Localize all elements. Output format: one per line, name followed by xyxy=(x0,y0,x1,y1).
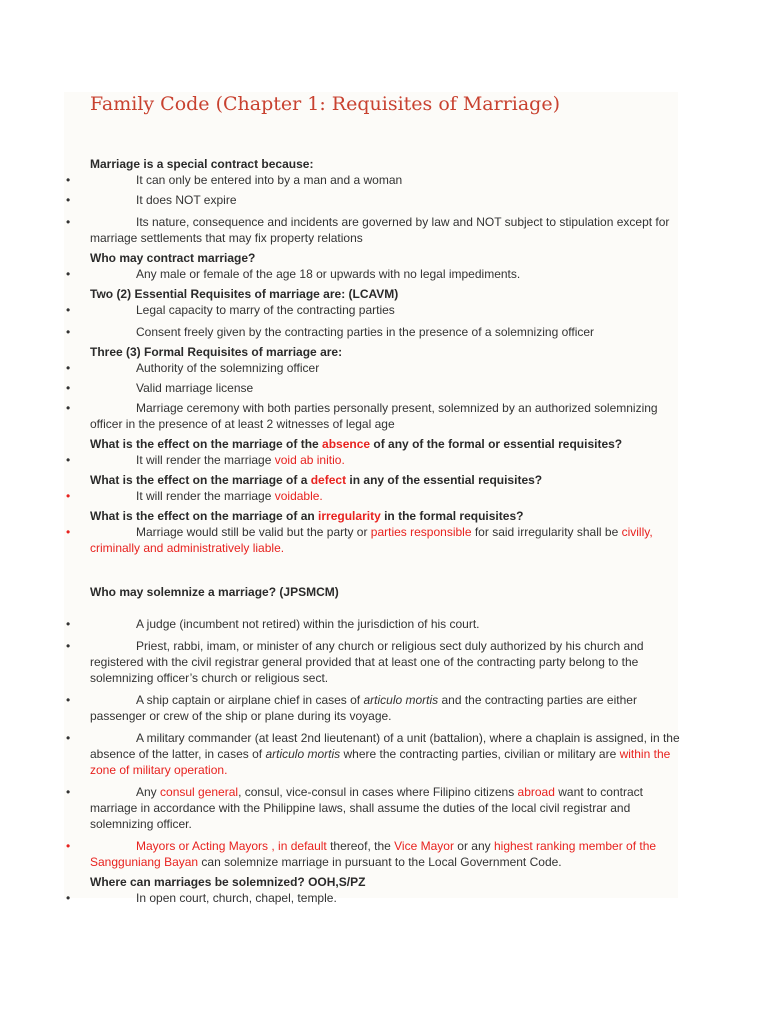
list-item: • Legal capacity to marry of the contracting parties xyxy=(66,303,395,317)
bullet-icon: • xyxy=(66,693,71,707)
bullet-icon: • xyxy=(66,381,71,395)
bullet-icon: • xyxy=(66,173,71,187)
bullet-icon: • xyxy=(66,193,71,207)
list-item: • Priest, rabbi, imam, or minister of any church or religious sect duly authorized by his church and registered with the civil registrar general provided that at least one of the contracting party belong to the solemnizing officer’s church or religious sect. xyxy=(66,639,644,685)
list-item: • A judge (incumbent not retired) within the jurisdiction of his court. xyxy=(66,617,480,631)
bullet-icon: • xyxy=(66,325,71,339)
section-heading: What is the effect on the marriage of the absence of any of the formal or essential requisites? xyxy=(90,437,623,451)
bullet-icon: • xyxy=(66,525,71,539)
bullet-icon: • xyxy=(66,361,71,375)
bullet-list xyxy=(66,890,680,906)
bullet-list xyxy=(66,302,680,340)
list-item: • Mayors or Acting Mayors , in default thereof, the Vice Mayor or any highest ranking member of the Sangguniang Bayan can solemnize marriage in pursuant to the Local Government Code. xyxy=(66,839,657,869)
bullet-icon: • xyxy=(66,303,71,317)
bullet-list xyxy=(66,616,680,870)
section-heading: Where can marriages be solemnized? OOH,S/PZ xyxy=(90,875,366,889)
list-item: • Authority of the solemnizing officer xyxy=(66,361,320,375)
section-heading: What is the effect on the marriage of a defect in any of the essential requisites? xyxy=(90,473,543,487)
bullet-list xyxy=(66,360,680,432)
list-item: • In open court, church, chapel, temple. xyxy=(66,891,337,905)
bullet-icon: • xyxy=(66,453,71,467)
bullet-icon: • xyxy=(66,401,71,415)
bullet-icon: • xyxy=(66,267,71,281)
bullet-icon: • xyxy=(66,785,71,799)
list-item: • Marriage would still be valid but the party or parties responsible for said irregularity shall be civilly, criminally and administratively liable. xyxy=(66,525,653,555)
list-item: • Valid marriage license xyxy=(66,381,254,395)
section-heading: Two (2) Essential Requisites of marriage are: (LCAVM) xyxy=(90,287,399,301)
section-heading: Who may solemnize a marriage? (JPSMCM) xyxy=(90,585,339,599)
list-item: • Its nature, consequence and incidents are governed by law and NOT subject to stipulation except for marriage settlements that may fix property relations xyxy=(66,215,670,245)
bullet-list xyxy=(66,488,680,504)
bullet-icon: • xyxy=(66,215,71,229)
bullet-list xyxy=(66,172,680,246)
bullet-list xyxy=(66,266,680,282)
bullet-icon: • xyxy=(66,839,71,853)
section-heading: Three (3) Formal Requisites of marriage are: xyxy=(90,345,343,359)
bullet-icon: • xyxy=(66,639,71,653)
bullet-list xyxy=(66,452,680,468)
list-item: • It will render the marriage void ab initio. xyxy=(66,453,345,467)
list-item: • A military commander (at least 2nd lieutenant) of a unit (battalion), where a chaplain is assigned, in the absence of the latter, in cases of articulo mortis where the contracting parties, civilian or military are within the zone of military operation. xyxy=(66,731,680,777)
section-heading: What is the effect on the marriage of an irregularity in the formal requisites? xyxy=(90,509,524,523)
list-item: • It does NOT expire xyxy=(66,193,237,207)
list-item: • Consent freely given by the contracting parties in the presence of a solemnizing officer xyxy=(66,325,595,339)
page-title: Family Code (Chapter 1: Requisites of Marriage) xyxy=(90,93,560,115)
bullet-list xyxy=(66,524,680,556)
list-item: • Any male or female of the age 18 or upwards with no legal impediments. xyxy=(66,267,521,281)
list-item: • Marriage ceremony with both parties personally present, solemnized by an authorized solemnizing officer in the presence of at least 2 witnesses of legal age xyxy=(66,401,658,431)
bullet-icon: • xyxy=(66,891,71,905)
bullet-icon: • xyxy=(66,489,71,503)
list-item: • A ship captain or airplane chief in cases of articulo mortis and the contracting parties are either passenger or crew of the ship or plane during its voyage. xyxy=(66,693,637,723)
list-item: • It can only be entered into by a man and a woman xyxy=(66,173,403,187)
section-heading: Marriage is a special contract because: xyxy=(90,157,314,171)
bullet-icon: • xyxy=(66,731,71,745)
bullet-icon: • xyxy=(66,617,71,631)
list-item: • Any consul general, consul, vice-consul in cases where Filipino citizens abroad want to contract marriage in accordance with the Philippine laws, shall assume the duties of the local civil registrar and solemnizing officer. xyxy=(66,785,643,831)
section-heading: Who may contract marriage? xyxy=(90,251,256,265)
document-body xyxy=(66,156,680,906)
list-item: • It will render the marriage voidable. xyxy=(66,489,323,503)
